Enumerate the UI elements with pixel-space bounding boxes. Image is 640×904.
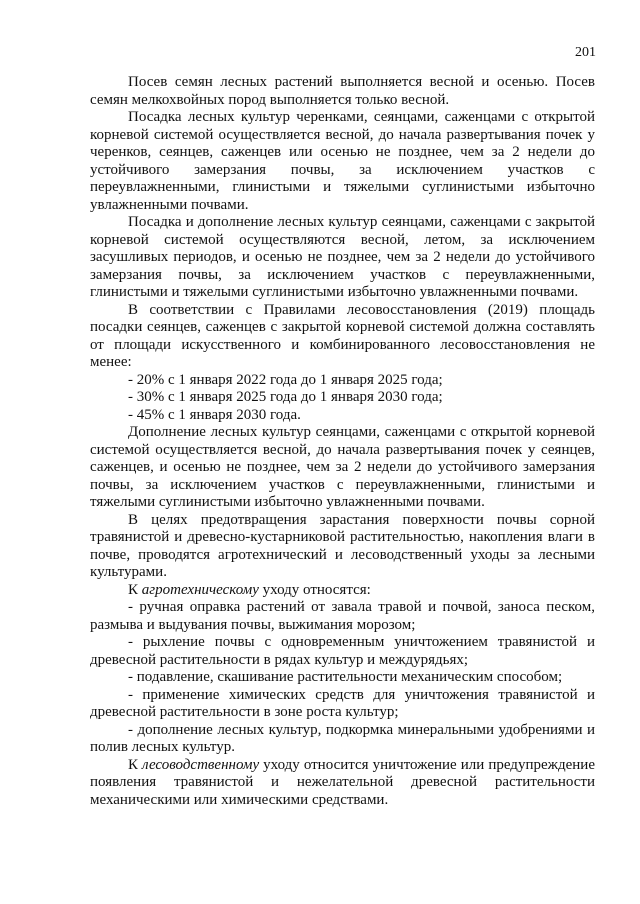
text-fragment: К (128, 581, 142, 598)
paragraph-agrotechnical (90, 582, 595, 600)
page-body (90, 74, 595, 809)
list-item: - 45% с 1 января 2030 года. (128, 406, 301, 423)
paragraph: Дополнение лесных культур сеянцами, саженцами с открытой корневой системой осуществляется весной, до начала развертывания почек у сеянцев, саженцев, и осенью не позднее, чем за 2 недели до устойчивого замерзания почвы, за исключением участков с переувлажненными, глинистыми и тяжелыми суглинистыми избыточно увлажненными почвами. (90, 424, 595, 510)
list-item: - применение химических средств для уничтожения травянистой и древесной растительности в зоне роста культур; (90, 686, 595, 720)
paragraph: В соответствии с Правилами лесовосстановления (2019) площадь посадки сеянцев, саженцев с закрытой корневой системой должна составлять от площади искусственного и комбинированного лесовосстановления не менее: (90, 301, 595, 370)
paragraph: Посев семян лесных растений выполняется весной и осенью. Посев семян мелкохвойных пород выполняется только весной. (90, 74, 595, 108)
text-fragment: уходу относится уничтожение или предупреждение появления травянистой и нежелательной древесной растительности механическими или химическими средствами. (90, 756, 595, 808)
text-fragment: уходу относятся: (258, 581, 371, 598)
paragraph-silvicultural (90, 757, 595, 810)
list-item: - 20% с 1 января 2022 года до 1 января 2025 года; (128, 371, 443, 388)
emphasis-term: агротехническому (141, 581, 259, 598)
list-item: - 30% с 1 января 2025 года до 1 января 2030 года; (128, 389, 443, 405)
list-item: - подавление, скашивание растительности механическим способом; (128, 669, 563, 685)
text-fragment: К (128, 756, 143, 773)
list-item: - ручная оправка растений от завала травой и почвой, заноса песком, размыва и выдувания почвы, выжимания морозом; (90, 599, 595, 633)
emphasis-term: лесоводственному (142, 756, 260, 773)
paragraph: Посадка лесных культур черенками, сеянцами, саженцами с открытой корневой системой осуществляется весной, до начала развертывания почек у черенков, сеянцев, саженцев или осенью не позднее, чем за 2 недели до устойчивого замерзания почвы, за исключением участков с переувлажненными, глинистыми и тяжелыми суглинистыми избыточно увлажненными почвами. (90, 109, 595, 213)
list-item: - рыхление почвы с одновременным уничтожением травянистой и древесной растительности в рядах культур и междурядьях; (90, 634, 595, 668)
list-item: - дополнение лесных культур, подкормка минеральными удобрениями и полив лесных культур. (90, 721, 595, 755)
page-number: 201 (575, 45, 596, 60)
paragraph: В целях предотвращения зарастания поверхности почвы сорной травянистой и древесно-кустарниковой растительностью, накопления влаги в почве, проводятся агротехнический и лесоводственный уходы за лесными культурами. (90, 511, 595, 580)
paragraph: Посадка и дополнение лесных культур сеянцами, саженцами с закрытой корневой системой осуществляются весной, летом, за исключением засушливых периодов, и осенью не позднее, чем за 2 недели до устойчивого замерзания почвы, за исключением участков с переувлажненными, глинистыми и тяжелыми суглинистыми избыточно увлажненными почвами. (90, 214, 595, 300)
